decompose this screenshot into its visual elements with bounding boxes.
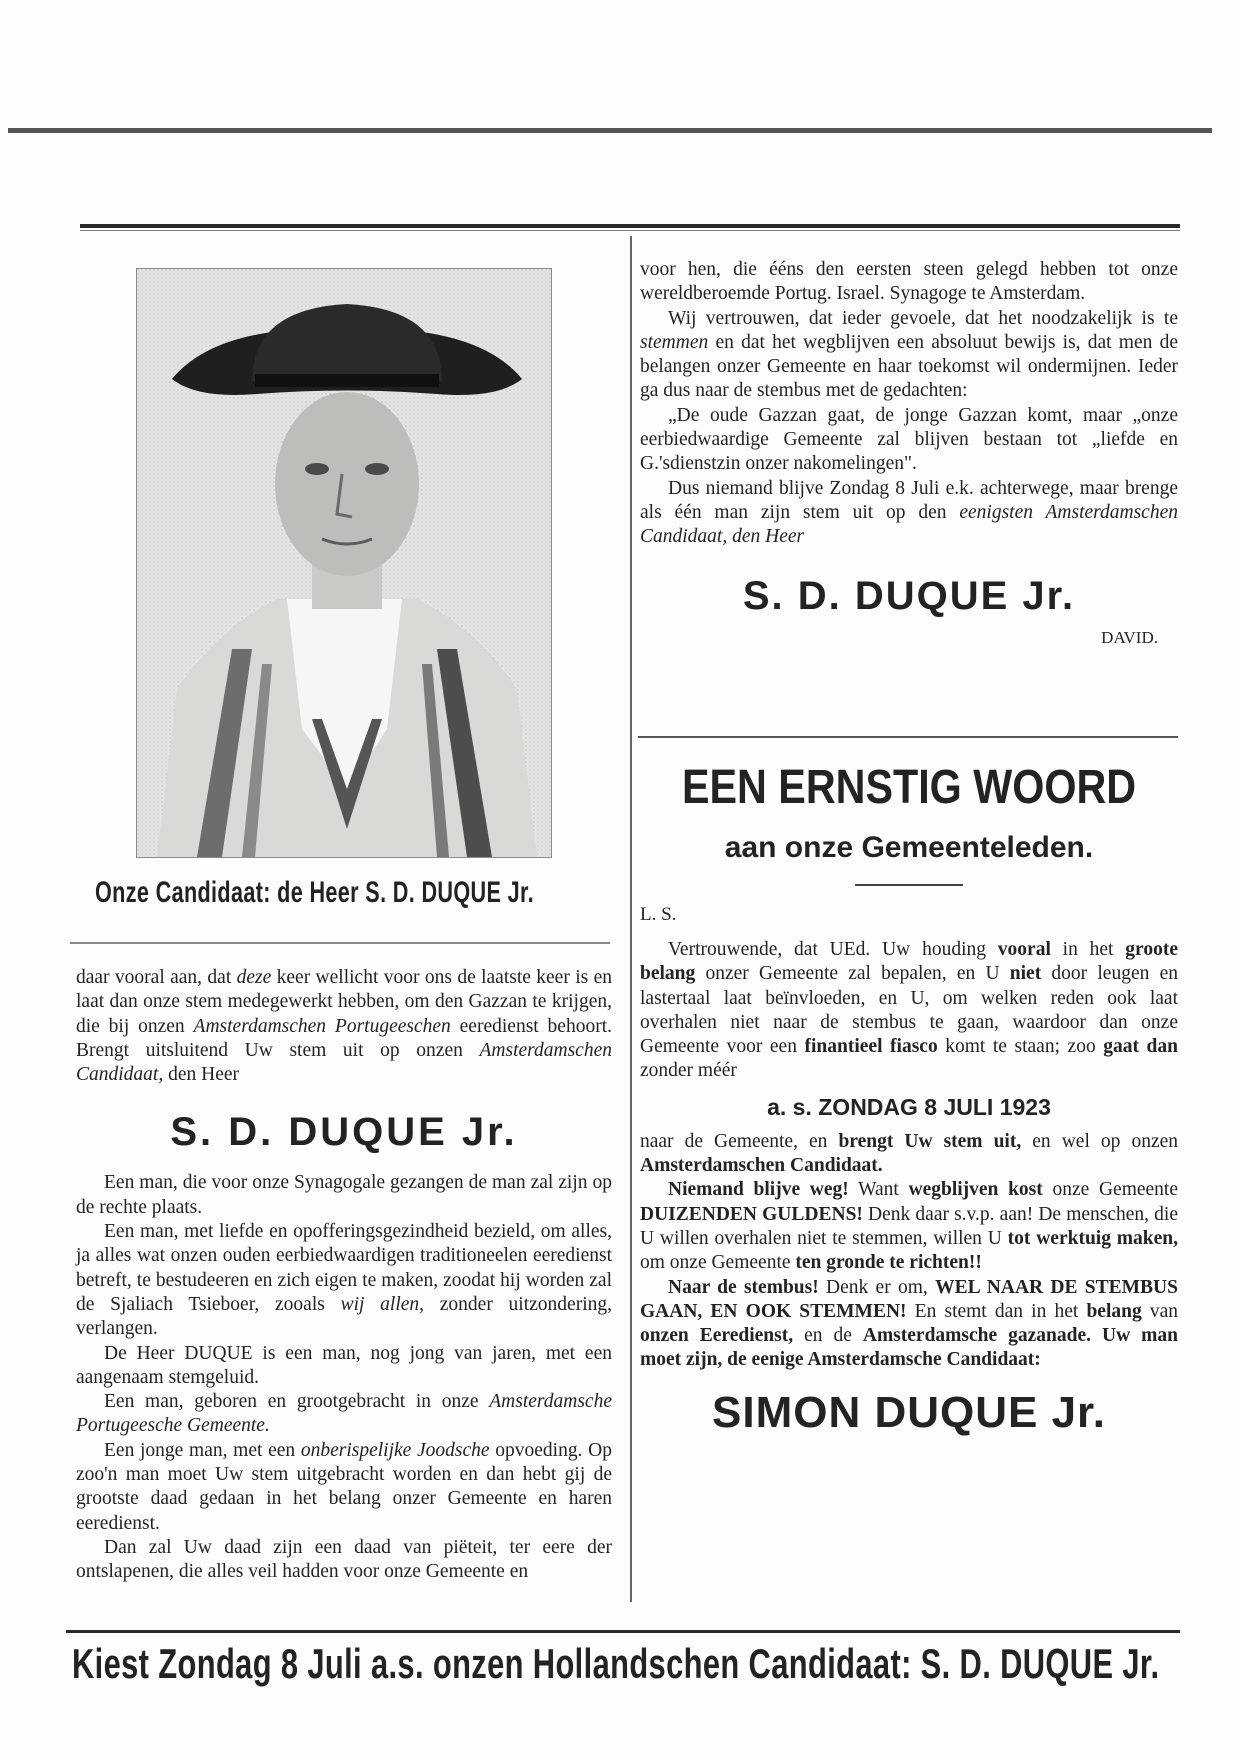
left-paragraph-2: Een man, die voor onze Synagogale gezangen de man zal zijn op de rechte plaats. [76, 1172, 612, 1218]
right-top-quote: „De oude Gazzan gaat, de jonge Gazzan komt, maar „onze eerbiedwaardige Gemeente zal blijven bestaan tot „liefde en G.'sdienstzin onzer nakomelingen". [640, 404, 1178, 475]
portrait-caption-wrap [95, 876, 615, 920]
right-top-paragraph-3: Dus niemand blijve Zondag 8 Juli e.k. achterwege, maar brenge als één man zijn stem uit op den eenigsten Amsterdamschen Candidaat, den Heer [640, 477, 1178, 548]
right-top-paragraph-2: Wij vertrouwen, dat ieder gevoele, dat het noodzakelijk is te stemmen en dat het wegblijven een absoluut bewijs is, dat men de belangen onzer Gemeente en haar toekomst wil ondermijnen. Ieder ga dus naar de stembus met de gedachten: [640, 307, 1178, 402]
right-bottom-paragraph-1: Vertrouwende, dat UEd. Uw houding vooral in het groote belang onzer Gemeente zal bepalen, en U niet door leugen en lastertaal laat beïnvloeden, en U, om welken reden ook laat overhalen niet naar de stembus te gaan, waardoor dan onze Gemeente voor een finantieel fiasco komt te staan; zoo gaat dan zonder méér [640, 939, 1178, 1082]
left-paragraph-5: Een man, geboren en grootgebracht in onze Amsterdamsche Portugeesche Gemeente. [76, 1391, 612, 1437]
left-paragraph-1: daar vooral aan, dat deze keer wellicht voor ons de laatste keer is en laat dan onze stem medegewerkt hebben, om den Gazzan te krijgen, die bij onzen Amsterdamschen Portugeeschen eeredienst behoort. Brengt uitsluitend Uw stem uit op onzen Amsterdamschen Candidaat, den Heer [76, 967, 612, 1086]
headline: EEN ERNSTIG WOORD [681, 761, 1137, 814]
subheadline-rule [855, 884, 963, 886]
right-bottom-candidate-name: SIMON DUQUE Jr. [712, 1387, 1106, 1437]
right-bottom-paragraph-4: Naar de stembus! Denk er om, WEL NAAR DE STEMBUS GAAN, EN OOK STEMMEN! En stemt dan in het belang van onzen Eeredienst, en de Amsterdamsche gazanade. Uw man moet zijn, de eenige Amsterdamsche Candidaat: [640, 1276, 1178, 1371]
right-section-rule [638, 736, 1178, 738]
left-paragraph-6: Een jonge man, met een onberispelijke Joodsche opvoeding. Op zoo'n man moet Uw stem uitgebracht worden en dan hebt gij de grootste daad gedaan in het belang onzer Gemeente en haren eeredienst. [76, 1439, 612, 1534]
portrait-photo [137, 269, 551, 857]
footer-slogan: Kiest Zondag 8 Juli a.s. onzen Hollandschen Candidaat: S. D. DUQUE Jr. [72, 1640, 1160, 1687]
left-paragraph-4: De Heer DUQUE is een man, nog jong van jaren, met een aangenaam stemgeluid. [76, 1342, 612, 1388]
left-article [76, 966, 612, 1585]
footer-rule [66, 1630, 1180, 1633]
top-border-rule [8, 128, 1212, 133]
candidate-portrait [136, 268, 552, 858]
salutation: L. S. [640, 904, 677, 925]
right-bottom-article [640, 760, 1178, 1443]
header-rule [80, 224, 1180, 228]
signature: DAVID. [1101, 627, 1158, 647]
portrait-caption: Onze Candidaat: de Heer S. D. DUQUE Jr. [95, 876, 534, 909]
left-paragraph-3: Een man, met liefde en opofferingsgezindheid bezield, om alles, ja alles wat onzen ouden eerbiedwaardigen traditioneelen eeredienst betreft, te bestudeeren en zich eigen te maken, zoodat hij worden zal de Sjaliach Tsieboer, zooals wij allen, zonder uitzondering, verlangen. [76, 1221, 612, 1340]
right-top-article [640, 258, 1178, 650]
right-bottom-paragraph-2: naar de Gemeente, en brengt Uw stem uit, en wel op onzen Amsterdamschen Candidaat. [640, 1130, 1179, 1177]
right-top-candidate-name: S. D. DUQUE Jr. [742, 573, 1076, 618]
election-date: a. s. ZONDAG 8 JULI 1923 [767, 1093, 1051, 1120]
column-divider [630, 236, 632, 1602]
header-rule-thin [80, 230, 1180, 231]
caption-rule [70, 942, 610, 944]
right-top-paragraph-1: voor hen, die ééns den eersten steen gelegd hebben tot onze wereldberoemde Portug. Israel. Synagoge te Amsterdam. [640, 259, 1178, 305]
headline-wrap [640, 760, 1178, 822]
subheadline: aan onze Gemeenteleden. [724, 831, 1094, 864]
footer-wrap [72, 1640, 1182, 1698]
left-paragraph-7: Dan zal Uw daad zijn een daad van piëteit, ter eere der ontslapenen, die alles veil hadden voor onze Gemeente en [76, 1536, 612, 1583]
right-bottom-paragraph-3: Niemand blijve weg! Want wegblijven kost onze Gemeente DUIZENDEN GULDENS! Denk daar s.v.p. aan! De menschen, die U willen overhalen niet te stemmen, willen U tot werktuig maken, om onze Gemeente ten gronde te richten!! [640, 1179, 1178, 1274]
left-candidate-name: S. D. DUQUE Jr. [170, 1110, 518, 1155]
